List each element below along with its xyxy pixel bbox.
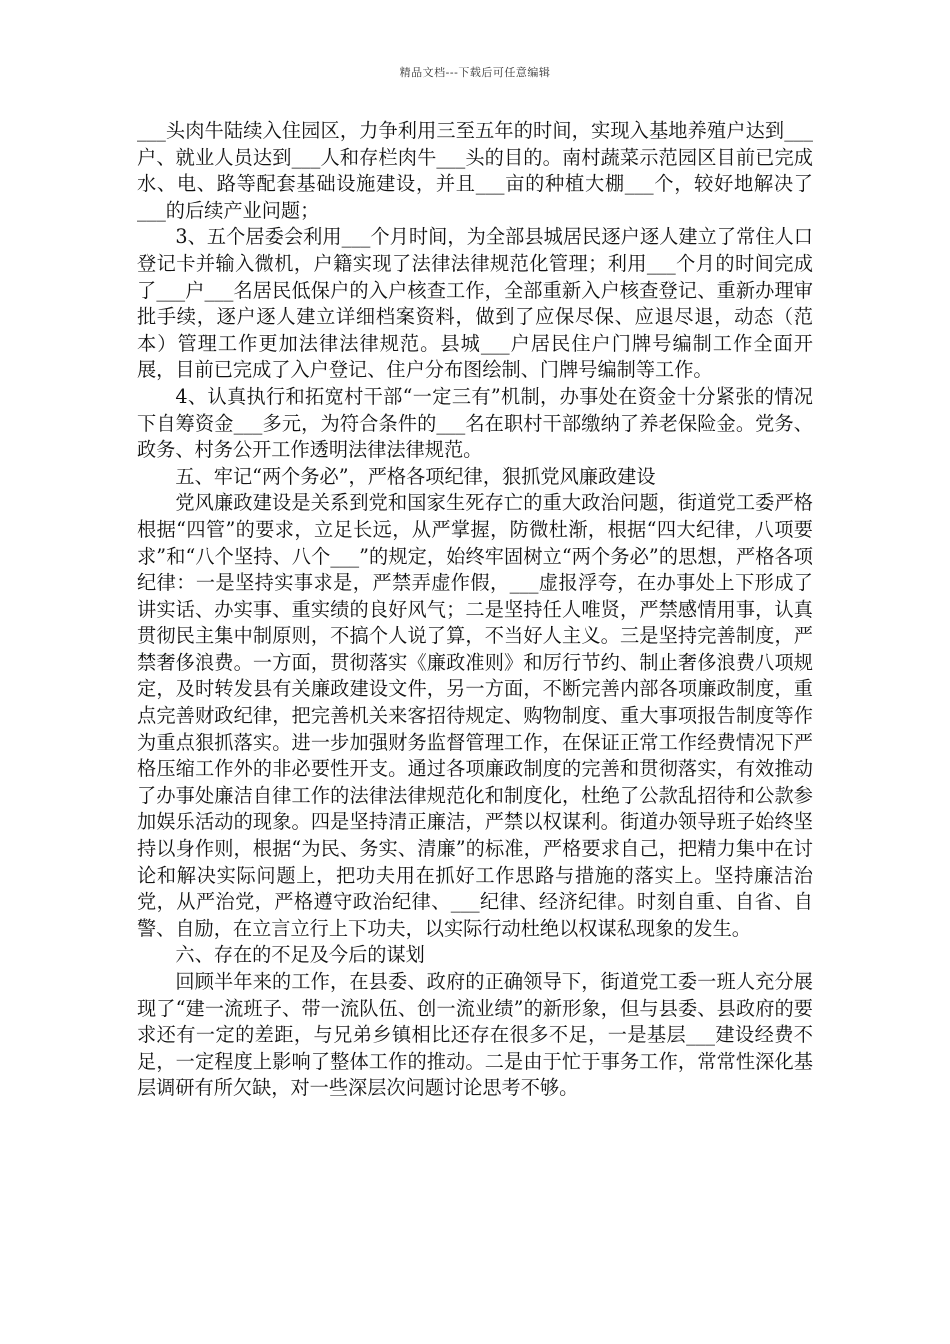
paragraph-continuation: ___头肉牛陆续入住园区，力争利用三至五年的时间，实现入基地养殖户达到___户、就业人员达到___人和存栏肉牛___头的目的。南村蔬菜示范园区目前已完成水、电、路等配套基础设施建设，并且___亩的种植大棚___个，较好地解决了___的后续产业问题； (137, 119, 813, 222)
page-header: 精品文档---下载后可任意编辑 (399, 66, 551, 79)
section-heading-6: 六、存在的不足及今后的谋划 (175, 943, 425, 967)
paragraph-party-conduct: 党风廉政建设是关系到党和国家生死存亡的重大政治问题，街道党工委严格根据“四管”的要求，立足长远，从严掌握，防微杜渐，根据“四大纪律，八项要求”和“八个坚持、八个___”的规定，始终牢固树立“两个务必”的思想，严格各项纪律：一是坚持实事求是，严禁弄虚作假，___虚报浮夸，在办事处上下形成了讲实话、办实事、重实绩的良好风气；二是坚持任人唯贤，严禁感情用事，认真贯彻民主集中制原则，不搞个人说了算，不当好人主义。三是坚持完善制度，严禁奢侈浪费。一方面，贯彻落实《廉政准则》和厉行节约、制止奢侈浪费八项规定，及时转发县有关廉政建设文件，另一方面，不断完善内部各项廉政制度，重点完善财政纪律，把完善机关来客招待规定、购物制度、重大事项报告制度等作为重点狠抓落实。进一步加强财务监督管理工作，在保证正常工作经费情况下严格压缩工作外的非必要性开支。通过各项廉政制度的完善和贯彻落实，有效推动了办事处廉洁自律工作的法律法律规范化和制度化，杜绝了公款乱招待和公款参加娱乐活动的现象。四是坚持清正廉洁，严禁以权谋利。街道办领导班子始终坚持以身作则，根据“为民、务实、清廉”的标准，严格要求自己，把精力集中在讨论和解决实际问题上，把功夫用在抓好工作思路与措施的落实上。坚持廉洁治党，从严治党，严格遵守政治纪律、___纪律、经济纪律。时刻自重、自省、自警、自励，在立言立行上下功夫，以实际行动杜绝以权谋私现象的发生。 (137, 491, 813, 940)
section-heading-5: 五、牢记“两个务必”，严格各项纪律，狠抓党风廉政建设 (175, 464, 656, 488)
paragraph-review: 回顾半年来的工作，在县委、政府的正确领导下，街道党工委一班人充分展现了“建一流班子、带一流队伍、创一流业绩”的新形象，但与县委、县政府的要求还有一定的差距，与兄弟乡镇相比还存在很多不足，一是基层___建设经费不足，一定程度上影响了整体工作的推动。二是由于忙于事务工作，常常性深化基层调研有所欠缺，对一些深层次问题讨论思考不够。 (137, 970, 813, 1100)
paragraph-item-3: 3、五个居委会利用___个月时间，为全部县城居民逐户逐人建立了常住人口登记卡并输入微机，户籍实现了法律法律规范化管理；利用___个月的时间完成了___户___名居民低保户的入户核查工作，全部重新入户核查登记、重新办理审批手续，逐户逐人建立详细档案资料，做到了应保尽保、应退尽退，动态（范本）管理工作更加法律法律规范。县城___户居民住户门牌号编制工作全面开展，目前已完成了入户登记、住户分布图绘制、门牌号编制等工作。 (137, 225, 813, 382)
paragraph-item-4: 4、认真执行和拓宽村干部“一定三有”机制，办事处在资金十分紧张的情况下自筹资金___多元，为符合条件的___名在职村干部缴纳了养老保险金。党务、政务、村务公开工作透明法律法律规范。 (137, 384, 813, 462)
document-body (137, 118, 813, 1102)
